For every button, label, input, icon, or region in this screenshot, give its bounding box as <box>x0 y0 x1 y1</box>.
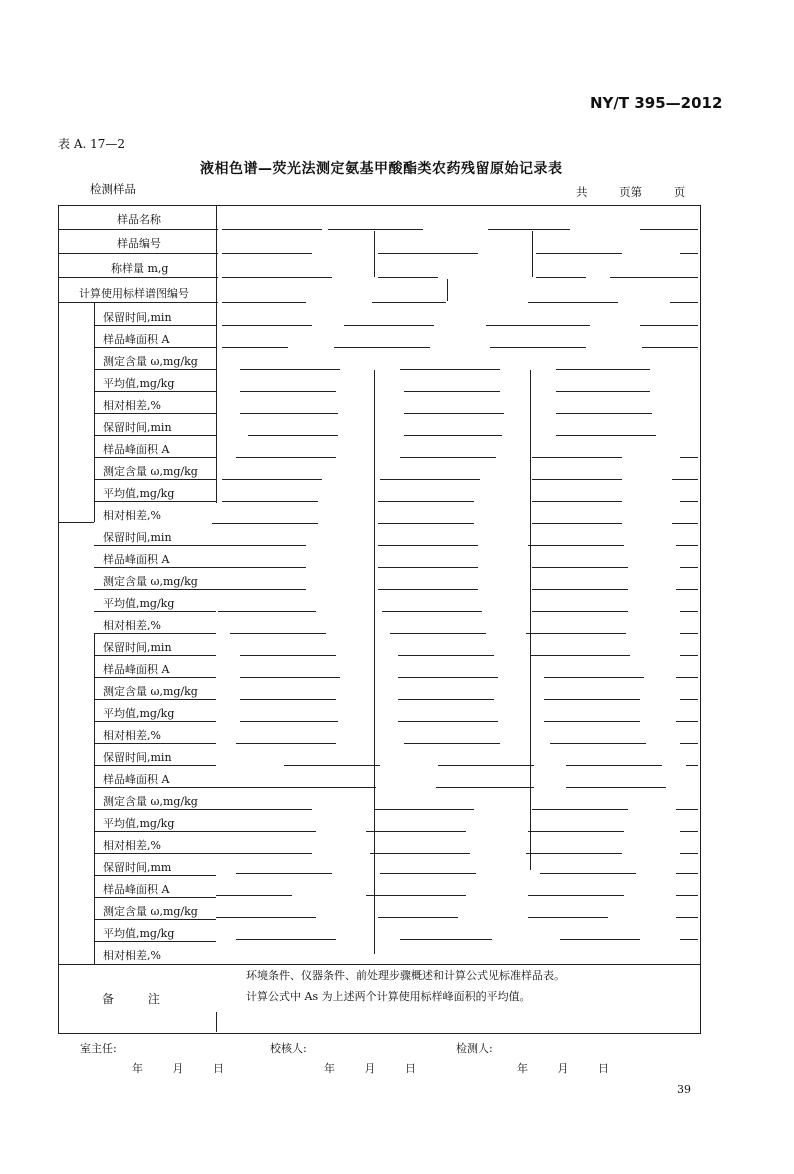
row-label-sample-number: 样品编号 <box>117 237 161 250</box>
remarks-separator <box>58 964 701 965</box>
row-label-relative-diff: 相对相差,% <box>103 839 161 852</box>
director-signature-label: 室主任: <box>80 1042 117 1055</box>
row-label-peak-area: 样品峰面积 A <box>103 333 170 346</box>
row-label-average: 平均值,mg/kg <box>103 487 175 500</box>
page-title: 液相色谱—荧光法测定氨基甲酸酯类农药残留原始记录表 <box>200 161 563 177</box>
row-label-average: 平均值,mg/kg <box>103 377 175 390</box>
row-label-relative-diff: 相对相差,% <box>103 399 161 412</box>
remarks-line-1: 环境条件、仪器条件、前处理步骤概述和计算公式见标准样品表。 <box>246 969 565 982</box>
row-label-peak-area: 样品峰面积 A <box>103 883 170 896</box>
remarks-label: 备 注 <box>102 992 160 1006</box>
row-label-retention-time: 保留时间,min <box>103 531 172 544</box>
table-number: 表 A. 17—2 <box>58 137 126 151</box>
row-label-peak-area: 样品峰面积 A <box>103 663 170 676</box>
remark-divider <box>216 1012 217 1032</box>
row-label-relative-diff: 相对相差,% <box>103 729 161 742</box>
row-label-content: 测定含量 ω,mg/kg <box>103 905 198 918</box>
label-column-divider <box>216 205 217 503</box>
row-label-retention-time: 保留时间,min <box>103 421 172 434</box>
row-label-content: 测定含量 ω,mg/kg <box>103 575 198 588</box>
reviewer-signature-label: 校核人: <box>270 1042 307 1055</box>
row-label-chromatogram-number: 计算使用标样谱图编号 <box>79 287 189 300</box>
row-label-sample-weight: 称样量 m,g <box>111 262 169 275</box>
remarks-line-2: 计算公式中 As 为上述两个计算使用标样峰面积的平均值。 <box>246 990 531 1003</box>
column-divider <box>447 279 448 301</box>
row-label-relative-diff: 相对相差,% <box>103 619 161 632</box>
row-label-retention-time: 保留时间,min <box>103 641 172 654</box>
page-number: 39 <box>677 1083 691 1096</box>
row-label-content: 测定含量 ω,mg/kg <box>103 465 198 478</box>
group-separator <box>58 522 94 523</box>
reviewer-date: 年 月 日 <box>324 1062 416 1075</box>
column-divider <box>530 370 531 870</box>
block-group-divider-2 <box>94 634 95 964</box>
standard-number: NY/T 395—2012 <box>590 94 723 112</box>
tester-signature-label: 检测人: <box>456 1042 493 1055</box>
director-date: 年 月 日 <box>132 1062 224 1075</box>
row-label-average: 平均值,mg/kg <box>103 927 175 940</box>
row-label-relative-diff: 相对相差,% <box>103 509 161 522</box>
row-label-content: 测定含量 ω,mg/kg <box>103 685 198 698</box>
row-label-retention-time: 保留时间,min <box>103 751 172 764</box>
page-info: 共 页第 页 <box>576 185 686 199</box>
row-label-relative-diff: 相对相差,% <box>103 949 161 962</box>
row-label-peak-area: 样品峰面积 A <box>103 773 170 786</box>
row-label-content: 测定含量 ω,mg/kg <box>103 355 198 368</box>
block-group-divider-1 <box>94 302 95 522</box>
row-label-peak-area: 样品峰面积 A <box>103 553 170 566</box>
row-label-retention-time: 保留时间,min <box>103 311 172 324</box>
row-label-average: 平均值,mg/kg <box>103 817 175 830</box>
column-divider <box>374 370 375 954</box>
row-label-retention-time: 保留时间,mm <box>103 861 172 874</box>
row-label-content: 测定含量 ω,mg/kg <box>103 795 198 808</box>
column-divider <box>374 231 375 277</box>
sample-label: 检测样品 <box>90 182 136 196</box>
row-label-average: 平均值,mg/kg <box>103 597 175 610</box>
row-label-sample-name: 样品名称 <box>117 213 161 226</box>
column-divider <box>532 231 533 277</box>
row-label-average: 平均值,mg/kg <box>103 707 175 720</box>
tester-date: 年 月 日 <box>517 1062 609 1075</box>
row-label-peak-area: 样品峰面积 A <box>103 443 170 456</box>
